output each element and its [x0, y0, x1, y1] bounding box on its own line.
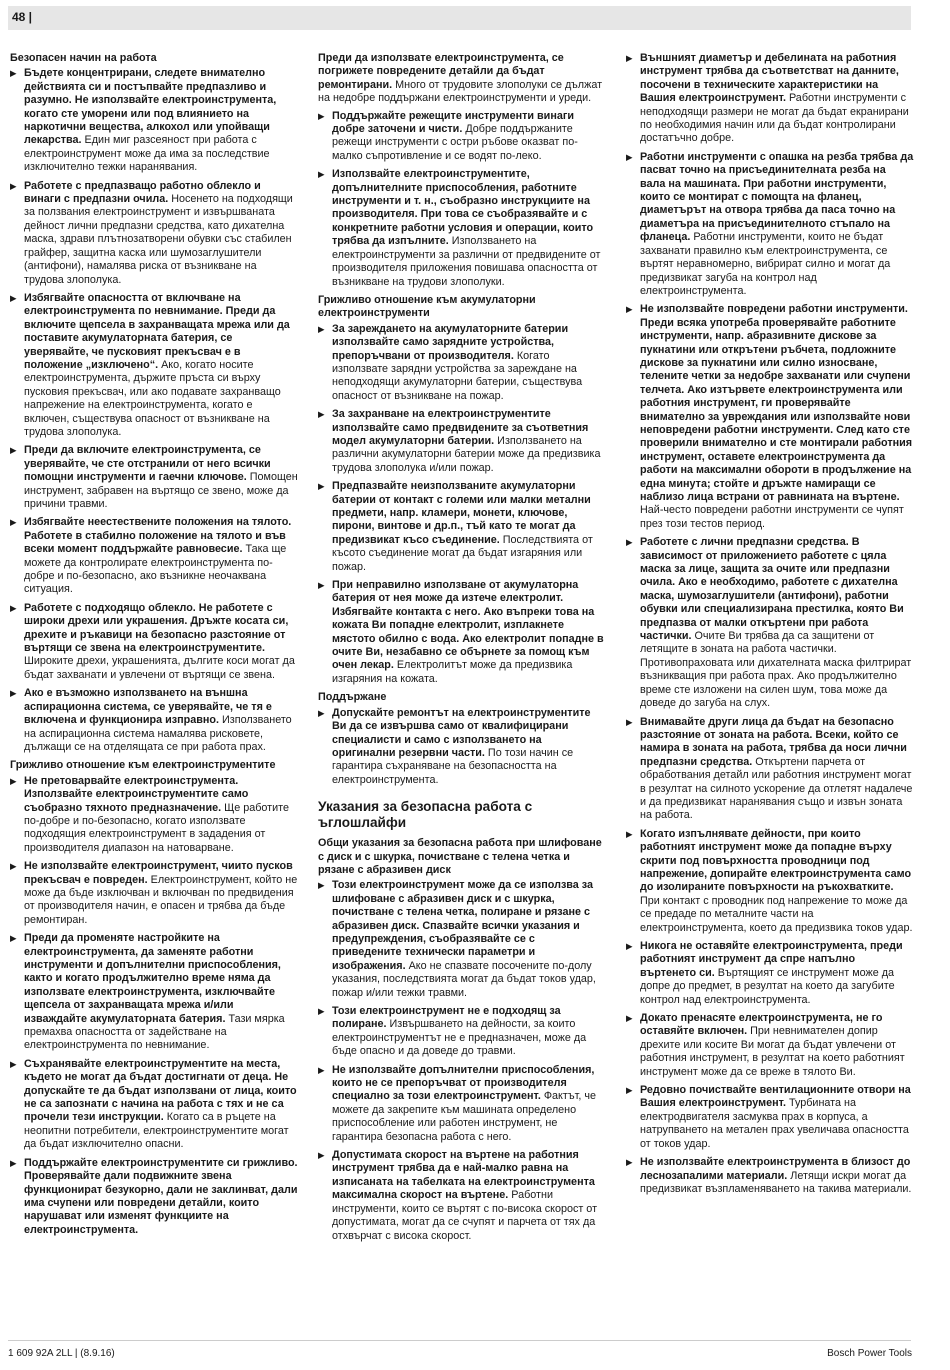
bold-lead-text: Ако е възможно използването на външна аспирационна система, се уверявайте, че тя е включена и функционира изправно. [24, 687, 272, 727]
bold-lead-text: Съхранявайте електроинструментите на места, където не могат да бъдат достигнати от деца. Не допускайте те да бъдат използвани от лица, които не са запознати с начина на работа с тях и не са прочели тези инструкции. [24, 1057, 297, 1124]
bullet-paragraph [626, 940, 914, 1007]
bullet-paragraph [10, 932, 298, 1053]
bold-lead-text: Не претоварвайте електроинструмента. Използвайте електроинструментите само съобразно тяхното предназначение. [24, 774, 249, 814]
column-1 [10, 52, 298, 1242]
bullet-paragraph [626, 716, 914, 823]
bold-lead-text: Допустимата скорост на въртене на работния инструмент трябва да е най-малко равна на изписаната на табелката на електроинструмента максимална скорост на въртене. [332, 1149, 595, 1202]
body-text: Най-често повредени работни инструменти се чупят през този тестов период. [640, 504, 904, 530]
body-text: Когато са в ръцете на неопитни потребители, електроинструментите могат да бъдат изключително опасни. [24, 1111, 289, 1151]
bullet-paragraph [10, 67, 298, 174]
bullet-paragraph [318, 110, 606, 164]
body-text: Въртящият се инструмент може да допре до предмет, в резултат на което да загубите контрол над електроинструмента. [640, 966, 895, 1006]
bold-lead-text: Никога не оставяйте електроинструмента, преди работният инструмент да спре напълно въртенето си. [640, 940, 903, 979]
bullet-paragraph [318, 168, 606, 289]
bold-lead-text: Не използвайте допълнителни приспособления, които не се препоръчват от производителя специално за този електроинструмент. [332, 1063, 595, 1103]
body-text: Ако не спазвате посочените по-долу указания, последствията могат да бъдат токов удар, пожар и/или тежки травми. [332, 959, 596, 999]
body-text: Тази мярка премахва опасността от задействане на електроинструмента по невнимание. [24, 1012, 285, 1052]
body-text: Използването на различни акумулаторни батерии може да предизвика трудова злополука и/или пожар. [332, 434, 601, 474]
bullet-paragraph [626, 151, 914, 298]
bold-lead-text: Преди да използвате електроинструмента, се погрижете повредените детайли да бъдат ремонтирани. [318, 52, 564, 91]
body-text: Работни инструменти с неподходящи размери не могат да бъдат екранирани по необходимия начин или да бъдат контролирани достатъчно добре. [640, 92, 909, 145]
body-text: Един миг разсеяност при работа с електроинструмент може да има за последствие изключително тежки наранявания. [24, 134, 270, 174]
body-text: При контакт с проводник под напрежение то може да се предаде по металните части на електроинструмента, което да предизвика токов удар. [640, 894, 913, 934]
body-text: Ще работите по-добре и по-безопасно, когато използвате подходящия електроинструмент в зададения от производителя диапазон на натоварване. [24, 801, 289, 854]
bullet-paragraph [318, 480, 606, 574]
body-text: Много от трудовите злополуки се дължат на недобре поддържани електроинструменти и уреди. [318, 78, 603, 105]
body-text: Турбината на електродвигателя засмуква прах в корпуса, а натрупването на метален прах увеличава опасността от токов удар. [640, 1097, 909, 1150]
body-text: Работни инструменти, които се въртят с по-висока скорост от допустимата, могат да се счупят и парчета от тях да отхвърчат с висока скорост. [332, 1189, 598, 1242]
bullet-paragraph [318, 879, 606, 1000]
bullet-paragraph [10, 180, 298, 287]
body-text: Работни инструменти, които не бъдат захванати правилно към електроинструмента, се въртят неравномерно, вибрират силно и могат да предизвикат загуба на контрол над електроинструмента. [640, 231, 891, 297]
bold-lead-text: Докато пренасяте електроинструмента, не го оставяйте включен. [640, 1012, 883, 1038]
body-text: Така ще можете да контролирате електроинструмента по-добре и по-безопасно, ако възникне неочаквана ситуация. [24, 543, 287, 596]
bullet-paragraph [318, 323, 606, 403]
bold-lead-text: Поддържайте електроинструментите си грижливо. Проверявайте дали подвижните звена функционират безукорно, дали не заклинват, дали има счупени или повредени детайли, които нарушават или изменят функциите на електроинструмента. [24, 1156, 298, 1236]
bold-lead-text: Избягвайте опасността от включване на електроинструмента по невнимание. Преди да включите щепсела в захранващата мрежа или да поставите акумулаторната батерия, се уверявайте, че пусковият прекъсвач е в положение „изключено“. [24, 291, 290, 371]
bullet-paragraph [10, 516, 298, 596]
bullet-paragraph [10, 292, 298, 439]
body-text: Извършването на дейности, за които електроинструментът не е предназначен, може да бъде опасно и да доведе до травми. [332, 1018, 587, 1058]
bullet-paragraph [318, 408, 606, 475]
body-text: Последствията от късото съединение могат да бъдат изгаряния или пожар. [332, 533, 593, 573]
bold-lead-text: Внимавайте други лица да бъдат на безопасно разстояние от зоната на работа. Всеки, който се намира в зоната на работа, трябва да носи лични предпазни средства. [640, 715, 907, 768]
bullet-paragraph [10, 687, 298, 754]
section-heading: Грижливо отношение към електроинструментите [10, 759, 276, 772]
bullet-paragraph [318, 707, 606, 787]
bullet-paragraph [318, 1149, 606, 1243]
bold-lead-text: При неправилно използване от акумулаторна батерия от нея може да изтече електролит. Избягвайте контакта с него. Ако въпреки това на кожата Ви попадне електролит, изплакнете мястото обилно с вода. Ако електролит попадне в очите Ви, незабавно се обърнете за помощ към очен лекар. [332, 579, 604, 672]
body-text: Използването на електроинструменти за различни от предвидените от производителя приложения повишава опасността от възникване на трудови злополуки. [332, 235, 601, 288]
body-text: Електролитът може да предизвика изгаряния на кожата. [332, 659, 573, 685]
bold-lead-text: Поддържайте режещите инструменти винаги добре заточени и чисти. [332, 109, 574, 136]
body-text: Добре поддържаните режещи инструменти с остри ръбове оказват по-малко съпротивление и се водят по-леко. [332, 123, 578, 162]
page-header-bar [8, 6, 911, 30]
bullet-paragraph [10, 1058, 298, 1152]
footer-rule [8, 1340, 911, 1341]
body-text: При невнимателен допир дрехите или косите Ви могат да бъдат увлечени от работния инструмент, в резултат на което работният инструмент може да се вреже в тялото Ви. [640, 1025, 905, 1078]
bullet-paragraph [626, 1012, 914, 1079]
bold-lead-text: Избягвайте неестествените положения на тялото. Работете в стабилно положение на тялото и във всеки момент поддържайте равновесие. [24, 516, 292, 556]
body-text: Очите Ви трябва да са защитени от летящите в зоната на работа частички. Противопраховата или дихателната маска филтрират възникващия при работа прах. Ако продължително време сте изложени на силен шум, това може да доведе до загуба на слух. [640, 630, 912, 710]
bold-lead-text: Този електроинструмент може да се използва за шлифоване с абразивен диск и с шкурка, почистване с телена четка, полиране и рязане с абразивен диск. Спазвайте всички указания и предупреждения, съобразявайте се с приведените технически параметри и изображения. [332, 879, 594, 972]
page-number: 48 | [12, 10, 33, 24]
bullet-paragraph [10, 602, 298, 682]
section-heading: Поддържане [318, 691, 387, 704]
paragraph [318, 52, 606, 106]
bold-lead-text: Този електроинструмент не е подходящ за полиране. [332, 1005, 561, 1031]
section-heading: Грижливо отношение към акумулаторни електроинструменти [318, 293, 536, 320]
bold-lead-text: Предпазвайте неизползваните акумулаторни батерии от контакт с големи или малки метални предмети, напр. кламери, монети, ключове, пирони, винтове и др.п., тъй като те могат да предизвикат късо съединение. [332, 480, 591, 546]
body-text: Летящи искри могат да предизвикат възпламеняването на такива материали. [640, 1169, 912, 1195]
section-heading: Безопасен начин на работа [10, 52, 157, 64]
bold-lead-text: За захранване на електроинструментите използвайте само предвидените за съответния модел акумулаторни батерии. [332, 408, 589, 447]
bullet-paragraph [626, 828, 914, 935]
bullet-paragraph [10, 860, 298, 927]
main-heading: Указания за безопасна работа с ъглошлайфи [318, 799, 533, 831]
bullet-paragraph [626, 536, 914, 710]
bold-lead-text: Външният диаметър и дебелината на работния инструмент трябва да съответстват на данните, посочени в техническите характеристики на Вашия електроинструмент. [640, 52, 899, 105]
bullet-paragraph [626, 303, 914, 531]
body-text: Помощен инструмент, забравен на въртящо се звено, може да причини травми. [24, 471, 298, 510]
section-heading: Общи указания за безопасна работа при шлифоване с диск и с шкурка, почистване с телена четка и рязане с абразивен диск [318, 837, 602, 876]
bold-lead-text: Редовно почиствайте вентилационните отвори на Вашия електроинструмент. [640, 1084, 911, 1110]
bold-lead-text: Допускайте ремонтът на електроинструментите Ви да се извършва само от квалифицирани специалисти и само с използването на оригинални резервни части. [332, 706, 591, 759]
bold-lead-text: Работете с подходящо облекло. Не работете с широки дрехи или украшения. Дръжте косата си, дрехите и ръкавици на безопасно разстояние от въртящи се звена на електроинструментите. [24, 601, 289, 655]
bold-lead-text: Когато изпълнявате дейности, при които работният инструмент може да попадне върху скрити под повърхността проводници под напрежение, допирайте електроинструмента само до изолираните повърхности на ръкохватките. [640, 827, 912, 894]
bold-lead-text: Бъдете концентрирани, следете внимателно действията си и постъпвайте предпазливо и разумно. Не използвайте електроинструмента, когато сте уморени или под влиянието на наркотични вещества, алкохол или упойващи лекарства. [24, 67, 277, 147]
body-text: Фактът, че можете да закрепите към машината определено приспособление или работен инструмент, не гарантира безопасна работа с него. [332, 1090, 596, 1143]
bold-lead-text: Не използвайте електроинструмент, чиито пусков прекъсвач е повреден. [24, 860, 293, 886]
bullet-paragraph [318, 579, 606, 686]
bold-lead-text: Преди да променяте настройките на електроинструмента, да заменяте работни инструменти и допълнителни приспособления, както и когато продължително време няма да използвате електроинструмента, изключвайте щепсела от захранващата мрежа и/или изваждайте акумулаторната батерия. [24, 932, 281, 1025]
bold-lead-text: Преди да включите електроинструмента, се уверявайте, че сте отстранили от него всички помощни инструменти и гаечни ключове. [24, 444, 271, 484]
bold-lead-text: Работете с лични предпазни средства. В зависимост от приложението работете с цяла маска за лице, защита за очите или предпазни очила. Ако е необходимо, работете с дихателна маска, шумозаглушители (антифони), работни обувки или специализирана престилка, която Ви предпазва от малки откъртени при работа частички. [640, 536, 904, 643]
body-text: По този начин се гарантира съхраняване на безопасността на електроинструмента. [332, 746, 574, 786]
footer-brand: Bosch Power Tools [827, 1348, 912, 1359]
bold-lead-text: Не използвайте повредени работни инструменти. Преди всяка употреба проверявайте работните инструменти, напр. абразивните дискове за пукнатини или открътени ръбчета, подложните дискове за пукнатини или силно износване, телените четки за недобре захванати или счупени телчета. Ако изтървете електроинструмента или работния инструмент, ги проверявайте внимателно за увреждания или използвайте нови неповредени работни инструменти. След като сте проверили внимателно и сте монтирали работния инструмент, оставете електроинструмента да работи на максимални обороти в продължение на една минута; стойте и дръжте намиращи се наблизо лица встрани от равнината на въртене. [640, 303, 913, 503]
bullet-paragraph [10, 1157, 298, 1237]
column-3 [626, 52, 914, 1201]
column-2 [318, 52, 606, 1248]
bullet-paragraph [626, 52, 914, 146]
body-text: Широките дрехи, украшенията, дългите коси могат да бъдат захванати и увлечени от въртящи се звена. [24, 655, 295, 681]
bullet-paragraph [318, 1005, 606, 1059]
body-text: Когато използвате зарядни устройства за зареждане на неподходящи акумулаторни батерии, съществува опасност от възникване на пожар. [332, 349, 583, 402]
bold-lead-text: Работете с предпазващо работно облекло и винаги с предпазни очила. [24, 179, 261, 206]
bullet-paragraph [10, 444, 298, 511]
bullet-paragraph [626, 1156, 914, 1196]
body-text: Ако, когато носите електроинструмента, държите пръста си върху пусковия прекъсвач, или ако подавате захранващо напрежение на електроинструмента, когато е включен, съществува опасност от възникване на трудова злополука. [24, 358, 281, 438]
body-text: Носенето на подходящи за ползвания електроинструмент и извършваната дейност лични предпазни средства, като дихателна маска, здрави плътнозатворени обувки със стабилен грайфер, защитна каска или шумозаглушители (антифони), намалява риска от възникване на трудова злополука. [24, 193, 293, 286]
body-text: Електроинструмент, който не може да бъде изключван и включван по предвидения от производителя начин, е опасен и трябва да бъде ремонтиран. [24, 873, 298, 926]
body-text: Откъртени парчета от обработвания детайл или работния инструмент могат в резултат на силното ускорение да отлетят надалече и да предизвикат наранявания също и извън зоната на работа. [640, 755, 913, 822]
bold-lead-text: Работни инструменти с опашка на резба трябва да пасват точно на присъединителната резба на вала на машината. При работни инструменти, които се монтират с помощта на фланец, диаметърът на отвора трябва да паса точно на диаметъра на присъединителното стъпало на фланеца. [640, 150, 914, 244]
footer-doc-code: 1 609 92A 2LL | (8.9.16) [8, 1348, 115, 1359]
bullet-paragraph [626, 1084, 914, 1151]
bullet-paragraph [318, 1064, 606, 1144]
bold-lead-text: Използвайте електроинструментите, допълнителните приспособления, работните инструменти и т. н., съобразно инструкциите на производителя. При това се съобразявайте и с конкретните работни условия и операции, които трябва да изпълните. [332, 168, 594, 248]
bold-lead-text: Не използвайте електроинструмента в близост до леснозапалими материали. [640, 1156, 911, 1182]
bold-lead-text: За зареждането на акумулаторните батерии използвайте само зарядните устройства, препоръчвани от производителя. [332, 322, 569, 362]
body-text: Използването на аспирационна система намалява рисковете, дължащи се на отделящата се при работа прах. [24, 714, 292, 753]
bullet-paragraph [10, 775, 298, 855]
